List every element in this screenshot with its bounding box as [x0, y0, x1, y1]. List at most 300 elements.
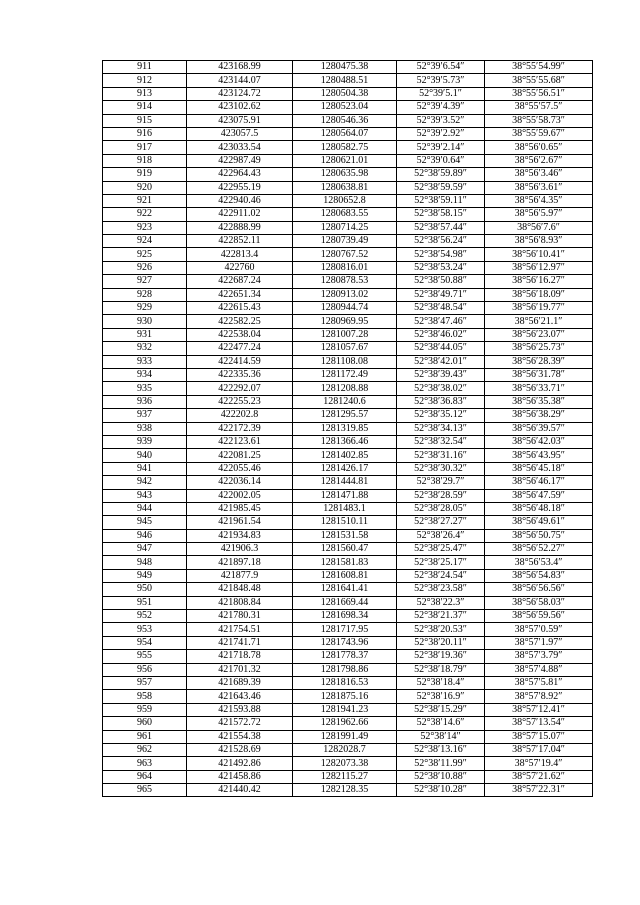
- table-row: [103, 449, 593, 462]
- latitude-cell: 52°38′14″: [397, 730, 485, 743]
- table-row: [103, 502, 593, 515]
- table-row: [103, 743, 593, 756]
- y-coordinate-cell: 1281798.86: [293, 663, 397, 676]
- x-coordinate-cell: 422940.46: [187, 194, 293, 207]
- x-coordinate-cell: 421572.72: [187, 717, 293, 730]
- latitude-cell: 52°38′21.37″: [397, 610, 485, 623]
- x-coordinate-cell: 422955.19: [187, 181, 293, 194]
- point-number-cell: 926: [103, 261, 187, 274]
- x-coordinate-cell: 422172.39: [187, 422, 293, 435]
- x-coordinate-cell: 421848.48: [187, 583, 293, 596]
- y-coordinate-cell: 1282028.7: [293, 743, 397, 756]
- point-number-cell: 938: [103, 422, 187, 435]
- longitude-cell: 38°57′19.4″: [485, 757, 593, 770]
- point-number-cell: 912: [103, 74, 187, 87]
- x-coordinate-cell: 421701.32: [187, 663, 293, 676]
- longitude-cell: 38°55′59.67″: [485, 127, 593, 140]
- table-row: [103, 516, 593, 529]
- latitude-cell: 52°38′22.3″: [397, 596, 485, 609]
- x-coordinate-cell: 422335.36: [187, 368, 293, 381]
- x-coordinate-cell: 422292.07: [187, 382, 293, 395]
- table-row: [103, 61, 593, 74]
- x-coordinate-cell: 422687.24: [187, 275, 293, 288]
- longitude-cell: 38°56′3.61″: [485, 181, 593, 194]
- x-coordinate-cell: 423033.54: [187, 141, 293, 154]
- latitude-cell: 52°39′2.92″: [397, 127, 485, 140]
- x-coordinate-cell: 422813.4: [187, 248, 293, 261]
- table-row: [103, 529, 593, 542]
- latitude-cell: 52°38′39.43″: [397, 368, 485, 381]
- y-coordinate-cell: 1280739.49: [293, 235, 397, 248]
- x-coordinate-cell: 421961.54: [187, 516, 293, 529]
- latitude-cell: 52°38′38.02″: [397, 382, 485, 395]
- latitude-cell: 52°38′24.54″: [397, 569, 485, 582]
- y-coordinate-cell: 1280652.8: [293, 194, 397, 207]
- table-row: [103, 583, 593, 596]
- y-coordinate-cell: 1280816.01: [293, 261, 397, 274]
- x-coordinate-cell: 421780.31: [187, 610, 293, 623]
- point-number-cell: 961: [103, 730, 187, 743]
- table-row: [103, 489, 593, 502]
- latitude-cell: 52°38′26.4″: [397, 529, 485, 542]
- x-coordinate-cell: 422202.8: [187, 409, 293, 422]
- y-coordinate-cell: 1281057.67: [293, 342, 397, 355]
- point-number-cell: 931: [103, 328, 187, 341]
- longitude-cell: 38°55′57.5″: [485, 101, 593, 114]
- table-row: [103, 114, 593, 127]
- table-row: [103, 623, 593, 636]
- table-row: [103, 476, 593, 489]
- longitude-cell: 38°56′53.4″: [485, 556, 593, 569]
- y-coordinate-cell: 1281172.49: [293, 368, 397, 381]
- x-coordinate-cell: 422414.59: [187, 355, 293, 368]
- x-coordinate-cell: 421554.38: [187, 730, 293, 743]
- latitude-cell: 52°38′53.24″: [397, 261, 485, 274]
- table-row: [103, 703, 593, 716]
- point-number-cell: 948: [103, 556, 187, 569]
- latitude-cell: 52°38′18.79″: [397, 663, 485, 676]
- latitude-cell: 52°39′2.14″: [397, 141, 485, 154]
- longitude-cell: 38°57′12.41″: [485, 703, 593, 716]
- latitude-cell: 52°38′25.47″: [397, 543, 485, 556]
- x-coordinate-cell: 422477.24: [187, 342, 293, 355]
- x-coordinate-cell: 422987.49: [187, 154, 293, 167]
- y-coordinate-cell: 1280969.95: [293, 315, 397, 328]
- latitude-cell: 52°38′23.58″: [397, 583, 485, 596]
- longitude-cell: 38°56′33.71″: [485, 382, 593, 395]
- table-row: [103, 355, 593, 368]
- table-row: [103, 181, 593, 194]
- longitude-cell: 38°56′3.46″: [485, 168, 593, 181]
- x-coordinate-cell: 421985.45: [187, 502, 293, 515]
- latitude-cell: 52°38′44.05″: [397, 342, 485, 355]
- longitude-cell: 38°55′54.99″: [485, 61, 593, 74]
- y-coordinate-cell: 1280913.02: [293, 288, 397, 301]
- y-coordinate-cell: 1280878.53: [293, 275, 397, 288]
- x-coordinate-cell: 421718.78: [187, 650, 293, 663]
- x-coordinate-cell: 422002.05: [187, 489, 293, 502]
- latitude-cell: 52°38′56.24″: [397, 235, 485, 248]
- y-coordinate-cell: 1280488.51: [293, 74, 397, 87]
- latitude-cell: 52°38′34.13″: [397, 422, 485, 435]
- y-coordinate-cell: 1280683.55: [293, 208, 397, 221]
- longitude-cell: 38°56′43.95″: [485, 449, 593, 462]
- y-coordinate-cell: 1281471.88: [293, 489, 397, 502]
- y-coordinate-cell: 1281426.17: [293, 462, 397, 475]
- y-coordinate-cell: 1282073.38: [293, 757, 397, 770]
- point-number-cell: 919: [103, 168, 187, 181]
- point-number-cell: 921: [103, 194, 187, 207]
- table-row: [103, 784, 593, 797]
- point-number-cell: 930: [103, 315, 187, 328]
- latitude-cell: 52°38′59.89″: [397, 168, 485, 181]
- longitude-cell: 38°56′35.38″: [485, 395, 593, 408]
- latitude-cell: 52°38′11.99″: [397, 757, 485, 770]
- longitude-cell: 38°56′56.56″: [485, 583, 593, 596]
- point-number-cell: 958: [103, 690, 187, 703]
- longitude-cell: 38°55′55.68″: [485, 74, 593, 87]
- longitude-cell: 38°56′7.6″: [485, 221, 593, 234]
- longitude-cell: 38°56′19.77″: [485, 302, 593, 315]
- table-row: [103, 395, 593, 408]
- point-number-cell: 922: [103, 208, 187, 221]
- table-row: [103, 596, 593, 609]
- table-row: [103, 248, 593, 261]
- table-row: [103, 208, 593, 221]
- point-number-cell: 959: [103, 703, 187, 716]
- latitude-cell: 52°38′20.11″: [397, 636, 485, 649]
- longitude-cell: 38°57′22.31″: [485, 784, 593, 797]
- y-coordinate-cell: 1281717.95: [293, 623, 397, 636]
- point-number-cell: 923: [103, 221, 187, 234]
- y-coordinate-cell: 1281778.37: [293, 650, 397, 663]
- longitude-cell: 38°56′18.09″: [485, 288, 593, 301]
- table-row: [103, 101, 593, 114]
- y-coordinate-cell: 1280638.81: [293, 181, 397, 194]
- table-row: [103, 288, 593, 301]
- point-number-cell: 952: [103, 610, 187, 623]
- point-number-cell: 939: [103, 435, 187, 448]
- x-coordinate-cell: 423102.62: [187, 101, 293, 114]
- point-number-cell: 963: [103, 757, 187, 770]
- longitude-cell: 38°56′49.61″: [485, 516, 593, 529]
- longitude-cell: 38°57′0.59″: [485, 623, 593, 636]
- y-coordinate-cell: 1280714.25: [293, 221, 397, 234]
- latitude-cell: 52°38′28.59″: [397, 489, 485, 502]
- y-coordinate-cell: 1281816.53: [293, 676, 397, 689]
- table-row: [103, 74, 593, 87]
- x-coordinate-cell: 422852.11: [187, 235, 293, 248]
- longitude-cell: 38°56′46.17″: [485, 476, 593, 489]
- table-row: [103, 663, 593, 676]
- y-coordinate-cell: 1281941.23: [293, 703, 397, 716]
- x-coordinate-cell: 422538.04: [187, 328, 293, 341]
- table-row: [103, 757, 593, 770]
- y-coordinate-cell: 1280767.52: [293, 248, 397, 261]
- x-coordinate-cell: 422055.46: [187, 462, 293, 475]
- longitude-cell: 38°56′4.35″: [485, 194, 593, 207]
- latitude-cell: 52°38′59.11″: [397, 194, 485, 207]
- longitude-cell: 38°56′48.18″: [485, 502, 593, 515]
- longitude-cell: 38°57′17.04″: [485, 743, 593, 756]
- y-coordinate-cell: 1281669.44: [293, 596, 397, 609]
- latitude-cell: 52°38′13.16″: [397, 743, 485, 756]
- latitude-cell: 52°39′4.39″: [397, 101, 485, 114]
- longitude-cell: 38°56′31.78″: [485, 368, 593, 381]
- latitude-cell: 52°38′58.15″: [397, 208, 485, 221]
- y-coordinate-cell: 1281319.85: [293, 422, 397, 435]
- longitude-cell: 38°56′50.75″: [485, 529, 593, 542]
- x-coordinate-cell: 421897.18: [187, 556, 293, 569]
- latitude-cell: 52°38′50.88″: [397, 275, 485, 288]
- latitude-cell: 52°38′59.59″: [397, 181, 485, 194]
- x-coordinate-cell: 423075.91: [187, 114, 293, 127]
- point-number-cell: 945: [103, 516, 187, 529]
- longitude-cell: 38°57′13.54″: [485, 717, 593, 730]
- latitude-cell: 52°38′57.44″: [397, 221, 485, 234]
- x-coordinate-cell: 422255.23: [187, 395, 293, 408]
- y-coordinate-cell: 1281208.88: [293, 382, 397, 395]
- x-coordinate-cell: 422615.43: [187, 302, 293, 315]
- table-row: [103, 368, 593, 381]
- point-number-cell: 957: [103, 676, 187, 689]
- table-row: [103, 569, 593, 582]
- point-number-cell: 924: [103, 235, 187, 248]
- longitude-cell: 38°56′23.07″: [485, 328, 593, 341]
- table-row: [103, 87, 593, 100]
- x-coordinate-cell: 421593.88: [187, 703, 293, 716]
- latitude-cell: 52°38′46.02″: [397, 328, 485, 341]
- table-row: [103, 315, 593, 328]
- latitude-cell: 52°39′5.1″: [397, 87, 485, 100]
- point-number-cell: 949: [103, 569, 187, 582]
- y-coordinate-cell: 1281875.16: [293, 690, 397, 703]
- x-coordinate-cell: 421741.71: [187, 636, 293, 649]
- latitude-cell: 52°38′49.71″: [397, 288, 485, 301]
- longitude-cell: 38°56′0.65″: [485, 141, 593, 154]
- point-number-cell: 925: [103, 248, 187, 261]
- point-number-cell: 918: [103, 154, 187, 167]
- longitude-cell: 38°57′5.81″: [485, 676, 593, 689]
- latitude-cell: 52°38′28.05″: [397, 502, 485, 515]
- latitude-cell: 52°38′25.17″: [397, 556, 485, 569]
- point-number-cell: 950: [103, 583, 187, 596]
- y-coordinate-cell: 1281743.96: [293, 636, 397, 649]
- table-row: [103, 422, 593, 435]
- y-coordinate-cell: 1281962.66: [293, 717, 397, 730]
- longitude-cell: 38°56′38.29″: [485, 409, 593, 422]
- x-coordinate-cell: 421877.9: [187, 569, 293, 582]
- x-coordinate-cell: 421458.86: [187, 770, 293, 783]
- point-number-cell: 932: [103, 342, 187, 355]
- y-coordinate-cell: 1281295.57: [293, 409, 397, 422]
- longitude-cell: 38°56′52.27″: [485, 543, 593, 556]
- point-number-cell: 946: [103, 529, 187, 542]
- latitude-cell: 52°38′10.88″: [397, 770, 485, 783]
- table-row: [103, 676, 593, 689]
- longitude-cell: 38°57′1.97″: [485, 636, 593, 649]
- y-coordinate-cell: 1281444.81: [293, 476, 397, 489]
- x-coordinate-cell: 422036.14: [187, 476, 293, 489]
- point-number-cell: 913: [103, 87, 187, 100]
- table-row: [103, 543, 593, 556]
- longitude-cell: 38°56′47.59″: [485, 489, 593, 502]
- table-row: [103, 302, 593, 315]
- point-number-cell: 956: [103, 663, 187, 676]
- y-coordinate-cell: 1281641.41: [293, 583, 397, 596]
- y-coordinate-cell: 1280564.07: [293, 127, 397, 140]
- longitude-cell: 38°55′58.73″: [485, 114, 593, 127]
- y-coordinate-cell: 1281608.81: [293, 569, 397, 582]
- point-number-cell: 941: [103, 462, 187, 475]
- table-row: [103, 261, 593, 274]
- longitude-cell: 38°55′56.51″: [485, 87, 593, 100]
- y-coordinate-cell: 1281366.46: [293, 435, 397, 448]
- x-coordinate-cell: 423124.72: [187, 87, 293, 100]
- longitude-cell: 38°56′42.03″: [485, 435, 593, 448]
- x-coordinate-cell: 423144.07: [187, 74, 293, 87]
- point-number-cell: 935: [103, 382, 187, 395]
- point-number-cell: 911: [103, 61, 187, 74]
- point-number-cell: 943: [103, 489, 187, 502]
- point-number-cell: 942: [103, 476, 187, 489]
- longitude-cell: 38°56′8.93″: [485, 235, 593, 248]
- point-number-cell: 915: [103, 114, 187, 127]
- longitude-cell: 38°56′59.56″: [485, 610, 593, 623]
- point-number-cell: 927: [103, 275, 187, 288]
- longitude-cell: 38°57′3.79″: [485, 650, 593, 663]
- longitude-cell: 38°57′4.88″: [485, 663, 593, 676]
- latitude-cell: 52°38′32.54″: [397, 435, 485, 448]
- latitude-cell: 52°39′6.54″: [397, 61, 485, 74]
- y-coordinate-cell: 1280504.38: [293, 87, 397, 100]
- y-coordinate-cell: 1281007.28: [293, 328, 397, 341]
- x-coordinate-cell: 421808.84: [187, 596, 293, 609]
- latitude-cell: 52°38′36.83″: [397, 395, 485, 408]
- point-number-cell: 965: [103, 784, 187, 797]
- coordinates-table: [102, 60, 593, 797]
- point-number-cell: 937: [103, 409, 187, 422]
- longitude-cell: 38°57′15.07″: [485, 730, 593, 743]
- point-number-cell: 914: [103, 101, 187, 114]
- table-row: [103, 328, 593, 341]
- coordinates-table-body: [103, 61, 593, 797]
- latitude-cell: 52°38′14.6″: [397, 717, 485, 730]
- x-coordinate-cell: 422964.43: [187, 168, 293, 181]
- x-coordinate-cell: 421689.39: [187, 676, 293, 689]
- point-number-cell: 953: [103, 623, 187, 636]
- latitude-cell: 52°38′31.16″: [397, 449, 485, 462]
- y-coordinate-cell: 1281510.11: [293, 516, 397, 529]
- y-coordinate-cell: 1280475.38: [293, 61, 397, 74]
- point-number-cell: 962: [103, 743, 187, 756]
- point-number-cell: 947: [103, 543, 187, 556]
- table-row: [103, 127, 593, 140]
- point-number-cell: 936: [103, 395, 187, 408]
- latitude-cell: 52°38′48.54″: [397, 302, 485, 315]
- longitude-cell: 38°56′16.27″: [485, 275, 593, 288]
- x-coordinate-cell: 422888.99: [187, 221, 293, 234]
- y-coordinate-cell: 1281531.58: [293, 529, 397, 542]
- x-coordinate-cell: 421906.3: [187, 543, 293, 556]
- x-coordinate-cell: 421754.51: [187, 623, 293, 636]
- latitude-cell: 52°38′30.32″: [397, 462, 485, 475]
- point-number-cell: 933: [103, 355, 187, 368]
- longitude-cell: 38°57′8.92″: [485, 690, 593, 703]
- x-coordinate-cell: 422911.02: [187, 208, 293, 221]
- x-coordinate-cell: 422081.25: [187, 449, 293, 462]
- x-coordinate-cell: 422760: [187, 261, 293, 274]
- y-coordinate-cell: 1280582.75: [293, 141, 397, 154]
- table-row: [103, 556, 593, 569]
- latitude-cell: 52°38′16.9″: [397, 690, 485, 703]
- longitude-cell: 38°56′21.1″: [485, 315, 593, 328]
- table-row: [103, 770, 593, 783]
- longitude-cell: 38°56′2.67″: [485, 154, 593, 167]
- x-coordinate-cell: 423057.5: [187, 127, 293, 140]
- latitude-cell: 52°38′29.7″: [397, 476, 485, 489]
- table-row: [103, 194, 593, 207]
- y-coordinate-cell: 1280635.98: [293, 168, 397, 181]
- y-coordinate-cell: 1280523.04: [293, 101, 397, 114]
- latitude-cell: 52°38′35.12″: [397, 409, 485, 422]
- y-coordinate-cell: 1280621.01: [293, 154, 397, 167]
- table-row: [103, 462, 593, 475]
- point-number-cell: 920: [103, 181, 187, 194]
- point-number-cell: 917: [103, 141, 187, 154]
- longitude-cell: 38°56′58.03″: [485, 596, 593, 609]
- latitude-cell: 52°38′18.4″: [397, 676, 485, 689]
- longitude-cell: 38°56′39.57″: [485, 422, 593, 435]
- point-number-cell: 916: [103, 127, 187, 140]
- point-number-cell: 954: [103, 636, 187, 649]
- latitude-cell: 52°38′20.53″: [397, 623, 485, 636]
- latitude-cell: 52°38′19.36″: [397, 650, 485, 663]
- y-coordinate-cell: 1280944.74: [293, 302, 397, 315]
- table-row: [103, 435, 593, 448]
- latitude-cell: 52°38′10.28″: [397, 784, 485, 797]
- point-number-cell: 940: [103, 449, 187, 462]
- table-row: [103, 382, 593, 395]
- point-number-cell: 934: [103, 368, 187, 381]
- latitude-cell: 52°38′42.01″: [397, 355, 485, 368]
- table-row: [103, 636, 593, 649]
- table-row: [103, 650, 593, 663]
- y-coordinate-cell: 1281991.49: [293, 730, 397, 743]
- table-row: [103, 409, 593, 422]
- latitude-cell: 52°39′0.64″: [397, 154, 485, 167]
- latitude-cell: 52°38′27.27″: [397, 516, 485, 529]
- point-number-cell: 960: [103, 717, 187, 730]
- table-row: [103, 690, 593, 703]
- y-coordinate-cell: 1282128.35: [293, 784, 397, 797]
- table-row: [103, 717, 593, 730]
- x-coordinate-cell: 421643.46: [187, 690, 293, 703]
- y-coordinate-cell: 1281108.08: [293, 355, 397, 368]
- longitude-cell: 38°56′54.83″: [485, 569, 593, 582]
- table-row: [103, 141, 593, 154]
- x-coordinate-cell: 421934.83: [187, 529, 293, 542]
- latitude-cell: 52°38′54.98″: [397, 248, 485, 261]
- point-number-cell: 955: [103, 650, 187, 663]
- table-row: [103, 342, 593, 355]
- longitude-cell: 38°56′12.97″: [485, 261, 593, 274]
- y-coordinate-cell: 1282115.27: [293, 770, 397, 783]
- x-coordinate-cell: 421492.86: [187, 757, 293, 770]
- longitude-cell: 38°57′21.62″: [485, 770, 593, 783]
- y-coordinate-cell: 1281560.47: [293, 543, 397, 556]
- longitude-cell: 38°56′5.97″: [485, 208, 593, 221]
